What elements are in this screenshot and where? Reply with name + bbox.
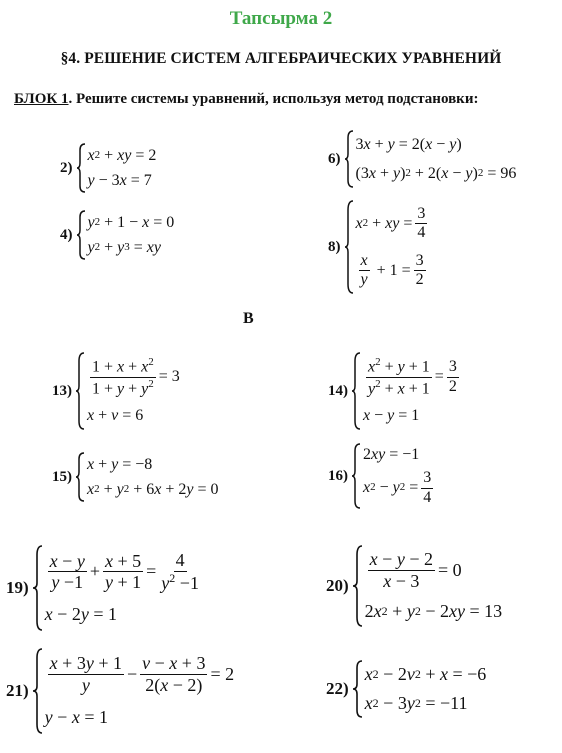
fraction: $\frac{3}{4}$ [423,469,432,506]
section-b-label: В [243,310,254,327]
block-instruction-text: . Решите системы уравнений, используя метод подстановки: [68,91,479,107]
fraction: $\frac{x + 3y + 1}{y}$ [49,653,122,695]
equation-line: $\frac{x - y}{y -1}$ + $\frac{x + 5}{y + 1}$ = $\frac{4}{y^2 -1}$ [49,550,199,593]
fraction: $\frac{x + 5}{y + 1}$ [104,550,142,593]
equation-line: y − 3 x = 7 [87,171,152,189]
problem-number: 8) [328,238,341,255]
problem-21 [6,648,234,734]
problem-19 [6,545,204,631]
equation-lines [356,200,431,294]
equation-line: 2 xy = −1 [363,446,420,464]
problem-number: 13) [52,382,72,399]
problem-4 [60,210,174,260]
equation-line: x + v = 6 [87,407,144,425]
equation-line: x 2 + xy = $\frac{3}{4}$ [355,204,426,241]
problem-number: 22) [326,679,349,698]
equation-lines [363,443,436,509]
problem-number: 14) [328,382,348,399]
equation-line: x 2 + xy = 2 [87,146,157,164]
equation-lines [363,352,462,430]
section-heading: §4. РЕШЕНИЕ СИСТЕМ АЛГЕБРАИЧЕСКИХ УРАВНЕНИЙ [60,50,502,67]
equation-lines [45,648,234,734]
equation-line: x 2 − 3 y 2 = −11 [364,693,468,714]
equation-line: (3 x + y ) 2 + 2( x − y ) 2 = 96 [355,164,517,182]
fraction: $\frac{4}{y^2 -1}$ [161,550,199,593]
equation-line: x 2 − y 2 = $\frac{3}{4}$ [363,469,432,506]
problem-14 [328,352,462,430]
equation-line: $\frac{x - y - 2}{x - 3}$ = 0 [369,549,462,591]
equation-line: $\frac{x^2 + y + 1}{y^2 + x + 1}$ = $\frac{3}{2}$ [368,355,457,397]
equation-lines [88,210,175,260]
equation-line: 3 x + y = 2( x − y ) [355,135,462,153]
equation-lines [88,143,157,193]
block-label: БЛОК 1 [14,91,69,107]
problem-16 [328,443,436,509]
equation-line: y 2 + 1 − x = 0 [87,213,175,231]
equation-line: x 2 + y 2 + 6 x + 2 y = 0 [87,480,219,498]
problem-number: 21) [6,681,29,700]
problem-8 [328,200,430,294]
equation-line: y − x = 1 [44,707,108,728]
fraction: $\frac{v - x + 3}{2(x - 2)}$ [142,653,206,695]
problem-number: 4) [60,226,73,243]
equation-line: $\frac{x}{y}$ + 1 = $\frac{3}{2}$ [360,251,424,288]
problem-6 [328,130,516,188]
fraction: $\frac{x}{y}$ [360,251,368,288]
fraction: $\frac{x - y}{y -1}$ [49,550,85,593]
problem-2 [60,143,156,193]
equation-line: 2 x 2 + y 2 − 2 xy = 13 [364,601,503,622]
system-brace-icon [75,452,85,502]
system-brace-icon [75,352,85,430]
fraction: $\frac{3}{4}$ [417,204,426,241]
fraction: $\frac{1 + x + x^2}{1 + y + y^2}$ [92,355,154,397]
problem-15 [52,452,219,502]
equation-line: $\frac{x + 3y + 1}{y}$ − $\frac{v - x + 3}{2(x - 2)}$ = 2 [49,653,235,695]
problem-13 [52,352,180,430]
equation-line: y 2 + y 3 = xy [87,238,161,256]
equation-lines [87,352,180,430]
system-brace-icon [344,200,354,294]
equation-line: x 2 − 2 v 2 + x = −6 [364,664,487,685]
fraction: $\frac{x - y - 2}{x - 3}$ [369,549,433,591]
page-title: Тапсырма 2 [229,8,333,29]
fraction: $\frac{3}{2}$ [448,358,457,395]
problem-number: 20) [326,576,349,595]
equation-lines [87,452,219,502]
equation-lines [45,545,204,631]
system-brace-icon [352,660,363,718]
system-brace-icon [351,352,361,430]
system-brace-icon [76,143,86,193]
system-brace-icon [344,130,354,188]
block-instruction [14,91,478,108]
equation-lines [365,660,487,718]
problem-number: 6) [328,150,341,167]
equation-line: x − y = 1 [363,407,420,425]
problem-22 [326,660,486,718]
problem-20 [326,545,502,627]
system-brace-icon [76,210,86,260]
equation-lines [365,545,502,627]
equation-line: x − 2 y = 1 [44,604,117,625]
problem-number: 15) [52,468,72,485]
system-brace-icon [32,545,43,631]
equation-line: $\frac{1 + x + x^2}{1 + y + y^2}$ = 3 [92,355,180,397]
problem-number: 2) [60,159,73,176]
fraction: $\frac{x^2 + y + 1}{y^2 + x + 1}$ [368,355,430,397]
fraction: $\frac{3}{2}$ [415,251,424,288]
problem-number: 19) [6,578,29,597]
system-brace-icon [351,443,361,509]
system-brace-icon [352,545,363,627]
system-brace-icon [32,648,43,734]
problem-number: 16) [328,467,348,484]
equation-line: x + y = −8 [87,455,153,473]
equation-lines [356,130,517,188]
